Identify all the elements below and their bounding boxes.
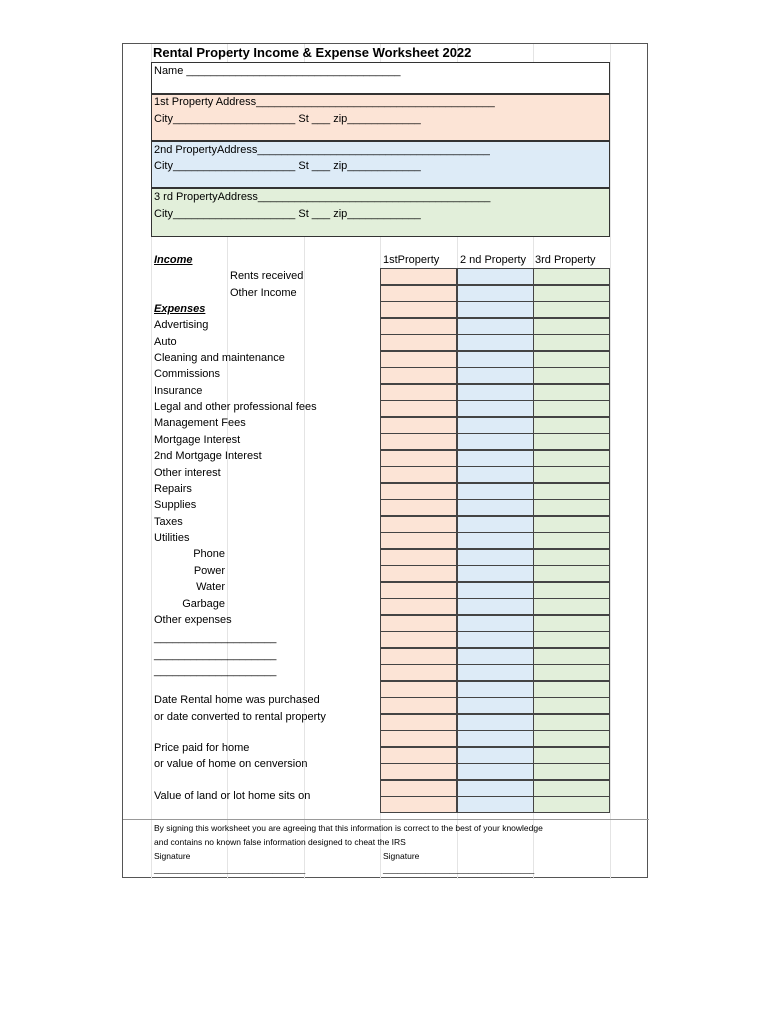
- expense-item: Commissions: [154, 368, 221, 380]
- input-cell-2nd-property[interactable]: [457, 631, 534, 648]
- input-cell-3rd-property[interactable]: [533, 516, 610, 533]
- input-cell-1st-property[interactable]: [380, 697, 457, 714]
- income-heading: Income: [154, 254, 193, 266]
- column-header-3rd-property: 3rd Property: [535, 254, 596, 266]
- utility-item: Garbage: [182, 598, 225, 610]
- input-cell-2nd-property[interactable]: [457, 714, 534, 731]
- input-cell-3rd-property[interactable]: [533, 400, 610, 417]
- input-cell-1st-property[interactable]: [380, 532, 457, 549]
- input-cell-2nd-property[interactable]: [457, 268, 534, 285]
- input-cell-3rd-property[interactable]: [533, 433, 610, 450]
- expense-item: Legal and other professional fees: [154, 401, 317, 413]
- input-cell-3rd-property[interactable]: [533, 384, 610, 401]
- input-cell-3rd-property[interactable]: [533, 648, 610, 665]
- input-cell-1st-property[interactable]: [380, 763, 457, 780]
- address-3-city[interactable]: City____________________ St ___ zip____________: [154, 208, 421, 220]
- input-cell-1st-property[interactable]: [380, 351, 457, 368]
- input-cell-1st-property[interactable]: [380, 285, 457, 302]
- input-cell-2nd-property[interactable]: [457, 384, 534, 401]
- input-cell-2nd-property[interactable]: [457, 648, 534, 665]
- input-cell-2nd-property[interactable]: [457, 796, 534, 813]
- address-2-line[interactable]: 2nd PropertyAddress______________________________________: [154, 144, 490, 156]
- expense-item: Other interest: [154, 467, 221, 479]
- input-cell-2nd-property[interactable]: [457, 483, 534, 500]
- input-cell-1st-property[interactable]: [380, 796, 457, 813]
- input-cell-1st-property[interactable]: [380, 384, 457, 401]
- input-cell-2nd-property[interactable]: [457, 417, 534, 434]
- input-cell-2nd-property[interactable]: [457, 780, 534, 797]
- expense-item: Auto: [154, 336, 177, 348]
- input-cell-1st-property[interactable]: [380, 582, 457, 599]
- input-cell-1st-property[interactable]: [380, 648, 457, 665]
- address-1-city[interactable]: City____________________ St ___ zip____________: [154, 113, 421, 125]
- column-header-2nd-property: 2 nd Property: [460, 254, 527, 266]
- input-cell-3rd-property[interactable]: [533, 747, 610, 764]
- expense-item: 2nd Mortgage Interest: [154, 450, 262, 462]
- input-cell-1st-property[interactable]: [380, 598, 457, 615]
- input-cell-2nd-property[interactable]: [457, 450, 534, 467]
- other-expense-blank[interactable]: ____________________: [154, 665, 277, 677]
- input-cell-2nd-property[interactable]: [457, 318, 534, 335]
- input-cell-2nd-property[interactable]: [457, 615, 534, 632]
- other-expense-blank[interactable]: ____________________: [154, 632, 277, 644]
- input-cell-3rd-property[interactable]: [533, 763, 610, 780]
- worksheet-page: [122, 43, 648, 878]
- signature-line-right[interactable]: ________________________________: [383, 864, 535, 874]
- input-cell-2nd-property[interactable]: [457, 549, 534, 566]
- purchase-date-label-2: or date converted to rental property: [154, 711, 326, 723]
- input-cell-3rd-property[interactable]: [533, 301, 610, 318]
- expense-item: Mortgage Interest: [154, 434, 241, 446]
- input-cell-3rd-property[interactable]: [533, 796, 610, 813]
- input-cell-2nd-property[interactable]: [457, 301, 534, 318]
- input-cell-2nd-property[interactable]: [457, 747, 534, 764]
- input-cell-1st-property[interactable]: [380, 780, 457, 797]
- input-cell-3rd-property[interactable]: [533, 285, 610, 302]
- page-title: Rental Property Income & Expense Worksheet 2022: [153, 45, 472, 60]
- column-header-1st-property: 1stProperty: [383, 254, 440, 266]
- signature-label-left: Signature: [154, 851, 191, 861]
- input-cell-1st-property[interactable]: [380, 747, 457, 764]
- agreement-text: By signing this worksheet you are agreeing that this information is correct to the best of your knowledge: [154, 823, 543, 833]
- expense-item: Repairs: [154, 483, 192, 495]
- expense-item: Taxes: [154, 516, 183, 528]
- input-cell-1st-property[interactable]: [380, 301, 457, 318]
- input-cell-3rd-property[interactable]: [533, 615, 610, 632]
- input-cell-2nd-property[interactable]: [457, 763, 534, 780]
- input-cell-2nd-property[interactable]: [457, 433, 534, 450]
- input-cell-2nd-property[interactable]: [457, 334, 534, 351]
- other-expense-blank[interactable]: ____________________: [154, 649, 277, 661]
- input-cell-3rd-property[interactable]: [533, 631, 610, 648]
- income-item: Rents received: [230, 270, 304, 282]
- input-cell-3rd-property[interactable]: [533, 681, 610, 698]
- input-cell-3rd-property[interactable]: [533, 582, 610, 599]
- price-paid-label-2: or value of home on cenversion: [154, 758, 308, 770]
- input-cell-1st-property[interactable]: [380, 681, 457, 698]
- input-cell-2nd-property[interactable]: [457, 565, 534, 582]
- input-cell-2nd-property[interactable]: [457, 466, 534, 483]
- input-cell-3rd-property[interactable]: [533, 466, 610, 483]
- input-cell-1st-property[interactable]: [380, 499, 457, 516]
- input-cell-2nd-property[interactable]: [457, 516, 534, 533]
- signature-label-right: Signature: [383, 851, 420, 861]
- input-cell-2nd-property[interactable]: [457, 730, 534, 747]
- input-cell-1st-property[interactable]: [380, 268, 457, 285]
- input-cell-1st-property[interactable]: [380, 450, 457, 467]
- input-cell-3rd-property[interactable]: [533, 483, 610, 500]
- income-item: Other Income: [230, 287, 297, 299]
- input-cell-3rd-property[interactable]: [533, 664, 610, 681]
- input-cell-1st-property[interactable]: [380, 714, 457, 731]
- input-cell-3rd-property[interactable]: [533, 697, 610, 714]
- input-cell-1st-property[interactable]: [380, 664, 457, 681]
- address-3-line[interactable]: 3 rd PropertyAddress______________________________________: [154, 191, 491, 203]
- input-cell-1st-property[interactable]: [380, 516, 457, 533]
- input-cell-1st-property[interactable]: [380, 565, 457, 582]
- input-cell-1st-property[interactable]: [380, 466, 457, 483]
- input-cell-2nd-property[interactable]: [457, 499, 534, 516]
- input-cell-3rd-property[interactable]: [533, 334, 610, 351]
- input-cell-1st-property[interactable]: [380, 631, 457, 648]
- input-cell-2nd-property[interactable]: [457, 697, 534, 714]
- input-cell-3rd-property[interactable]: [533, 780, 610, 797]
- expense-item: Insurance: [154, 385, 203, 397]
- input-cell-3rd-property[interactable]: [533, 318, 610, 335]
- input-cell-3rd-property[interactable]: [533, 450, 610, 467]
- input-cell-3rd-property[interactable]: [533, 351, 610, 368]
- input-cell-3rd-property[interactable]: [533, 730, 610, 747]
- input-cell-3rd-property[interactable]: [533, 714, 610, 731]
- input-cell-1st-property[interactable]: [380, 318, 457, 335]
- input-cell-3rd-property[interactable]: [533, 268, 610, 285]
- input-cell-1st-property[interactable]: [380, 730, 457, 747]
- input-cell-1st-property[interactable]: [380, 433, 457, 450]
- expenses-heading: Expenses: [154, 303, 206, 315]
- grid-line: [610, 44, 611, 879]
- input-cell-2nd-property[interactable]: [457, 532, 534, 549]
- expense-item: Cleaning and maintenance: [154, 352, 285, 364]
- input-cell-3rd-property[interactable]: [533, 532, 610, 549]
- input-cell-3rd-property[interactable]: [533, 549, 610, 566]
- input-cell-2nd-property[interactable]: [457, 598, 534, 615]
- expense-item: Management Fees: [154, 417, 246, 429]
- expense-item: Advertising: [154, 319, 209, 331]
- input-cell-1st-property[interactable]: [380, 400, 457, 417]
- input-cell-2nd-property[interactable]: [457, 582, 534, 599]
- expense-item: Utilities: [154, 532, 190, 544]
- purchase-date-label: Date Rental home was purchased: [154, 694, 320, 706]
- land-value-label: Value of land or lot home sits on: [154, 790, 311, 802]
- input-cell-2nd-property[interactable]: [457, 681, 534, 698]
- input-cell-1st-property[interactable]: [380, 417, 457, 434]
- address-1-line[interactable]: 1st Property Address_______________________________________: [154, 96, 495, 108]
- agreement-text-2: and contains no known false information designed to cheat the IRS: [154, 837, 406, 847]
- signature-line-left[interactable]: ________________________________: [154, 864, 306, 874]
- input-cell-2nd-property[interactable]: [457, 285, 534, 302]
- input-cell-3rd-property[interactable]: [533, 598, 610, 615]
- input-cell-2nd-property[interactable]: [457, 664, 534, 681]
- expense-item: Supplies: [154, 499, 197, 511]
- utility-item: Water: [196, 581, 225, 593]
- input-cell-3rd-property[interactable]: [533, 367, 610, 384]
- utility-item: Power: [193, 565, 225, 577]
- input-cell-2nd-property[interactable]: [457, 351, 534, 368]
- input-cell-3rd-property[interactable]: [533, 499, 610, 516]
- other-expenses-label: Other expenses: [154, 614, 232, 626]
- input-cell-3rd-property[interactable]: [533, 565, 610, 582]
- address-2-city[interactable]: City____________________ St ___ zip____________: [154, 160, 421, 172]
- input-cell-2nd-property[interactable]: [457, 400, 534, 417]
- price-paid-label: Price paid for home: [154, 742, 250, 754]
- input-cell-1st-property[interactable]: [380, 483, 457, 500]
- input-cell-1st-property[interactable]: [380, 615, 457, 632]
- input-cell-1st-property[interactable]: [380, 367, 457, 384]
- input-cell-3rd-property[interactable]: [533, 417, 610, 434]
- input-cell-2nd-property[interactable]: [457, 367, 534, 384]
- utility-item: Phone: [193, 548, 225, 560]
- input-cell-1st-property[interactable]: [380, 334, 457, 351]
- input-cell-1st-property[interactable]: [380, 549, 457, 566]
- name-field[interactable]: Name ___________________________________: [154, 65, 401, 77]
